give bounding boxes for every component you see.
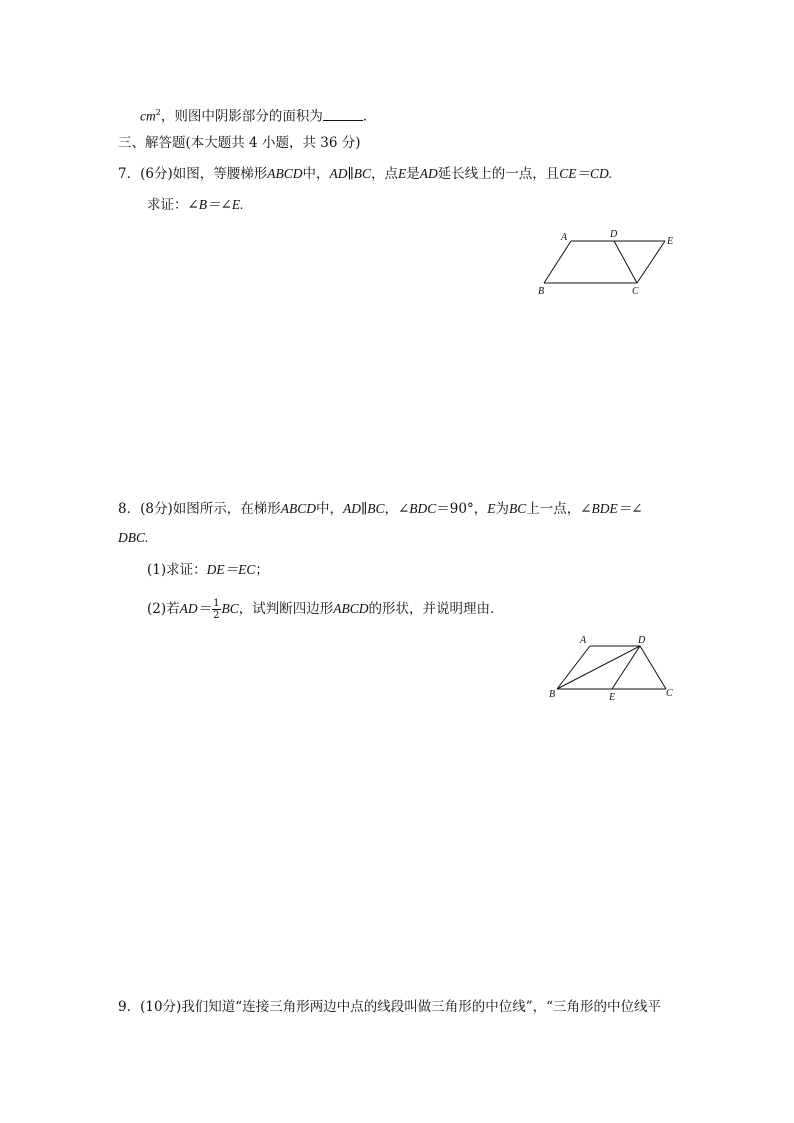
label-C: C: [632, 286, 639, 297]
q8-bdc: ∠BDC: [397, 501, 437, 516]
q7-text: 如图，等腰梯形: [172, 166, 268, 182]
q8-sub2-label: (2)若: [147, 601, 180, 617]
q8-text: 中，: [315, 501, 343, 517]
label-A: A: [561, 232, 568, 243]
q8-sub1-label: (1)求证：: [147, 562, 207, 578]
q7-cecd: CE＝CD.: [559, 166, 613, 181]
label-B: B: [549, 689, 556, 700]
q8-adbc: AD∥BC: [342, 501, 385, 516]
unit-sup: 2: [155, 108, 161, 117]
q7-stem: [118, 165, 612, 183]
q8-sub2: [147, 598, 504, 621]
top-text: ，则图中阴影部分的面积为: [160, 108, 323, 125]
q8-sub2-abcd: ABCD: [333, 601, 369, 616]
unit: cm: [140, 108, 156, 124]
q8-text: ＝90°，: [436, 501, 488, 517]
label-E: E: [609, 692, 616, 703]
q7-prove-label: 求证：: [147, 197, 188, 213]
q7-prove-text: ∠B＝∠E.: [187, 197, 244, 212]
label-D: D: [610, 229, 618, 240]
label-B: B: [538, 286, 545, 297]
q8-text: 上一点，: [526, 501, 581, 517]
top-end: ．: [362, 108, 377, 125]
q8-num: 8．(8分): [118, 501, 173, 517]
q8-sub1-end: ；: [255, 562, 269, 578]
q8-line2: DBC.: [118, 530, 149, 545]
q8-sub2-ad: AD＝: [179, 601, 212, 616]
frac-numerator: 1: [213, 598, 220, 609]
q8-sub1-text: DE＝EC: [206, 562, 256, 577]
q7-e: E: [397, 166, 407, 181]
top-line: [140, 104, 376, 126]
q8-text: ，: [384, 501, 398, 517]
q7-abcd: ABCD: [267, 166, 303, 181]
q7-ad: AD: [419, 166, 438, 181]
label-D: D: [638, 635, 646, 646]
q8-sub2-bc: BC: [221, 601, 239, 616]
q8-sub2-text: ，试判断四边形: [238, 601, 334, 617]
q7-text: ，点: [370, 166, 398, 182]
q8-text: 为: [495, 501, 509, 517]
q8-sub1: [147, 561, 269, 579]
fraction-one-half: [212, 598, 220, 621]
q7-text: 是: [406, 166, 420, 182]
q8-sub2-text: 的形状，并说明理由．: [368, 601, 504, 617]
q7-text: 延长线上的一点，且: [437, 166, 560, 182]
q8-text: 如图所示，在梯形: [172, 501, 281, 517]
q7-text: 中，: [302, 166, 330, 182]
q8-bde: ∠BDE＝∠: [580, 501, 643, 516]
label-E: E: [667, 236, 674, 247]
q8-e: E: [487, 501, 496, 516]
q8-stem: [118, 500, 643, 518]
answer-blank[interactable]: [323, 107, 363, 121]
q8-abcd: ABCD: [280, 501, 316, 516]
q7-num: 7．(6分): [118, 166, 173, 182]
q7-adbc: AD∥BC: [329, 166, 371, 181]
frac-denominator: 2: [213, 610, 220, 621]
q9-stem: 9．(10分)我们知道“连接三角形两边中点的线段叫做三角形的中位线”，“三角形的中位线平: [118, 999, 662, 1015]
label-A: A: [580, 635, 587, 646]
label-C: C: [666, 688, 673, 699]
section-3-title: 三、解答题(本大题共 4 小题，共 36 分): [118, 135, 361, 151]
q8-bc: BC: [508, 501, 527, 516]
q7-prove: [147, 196, 244, 214]
